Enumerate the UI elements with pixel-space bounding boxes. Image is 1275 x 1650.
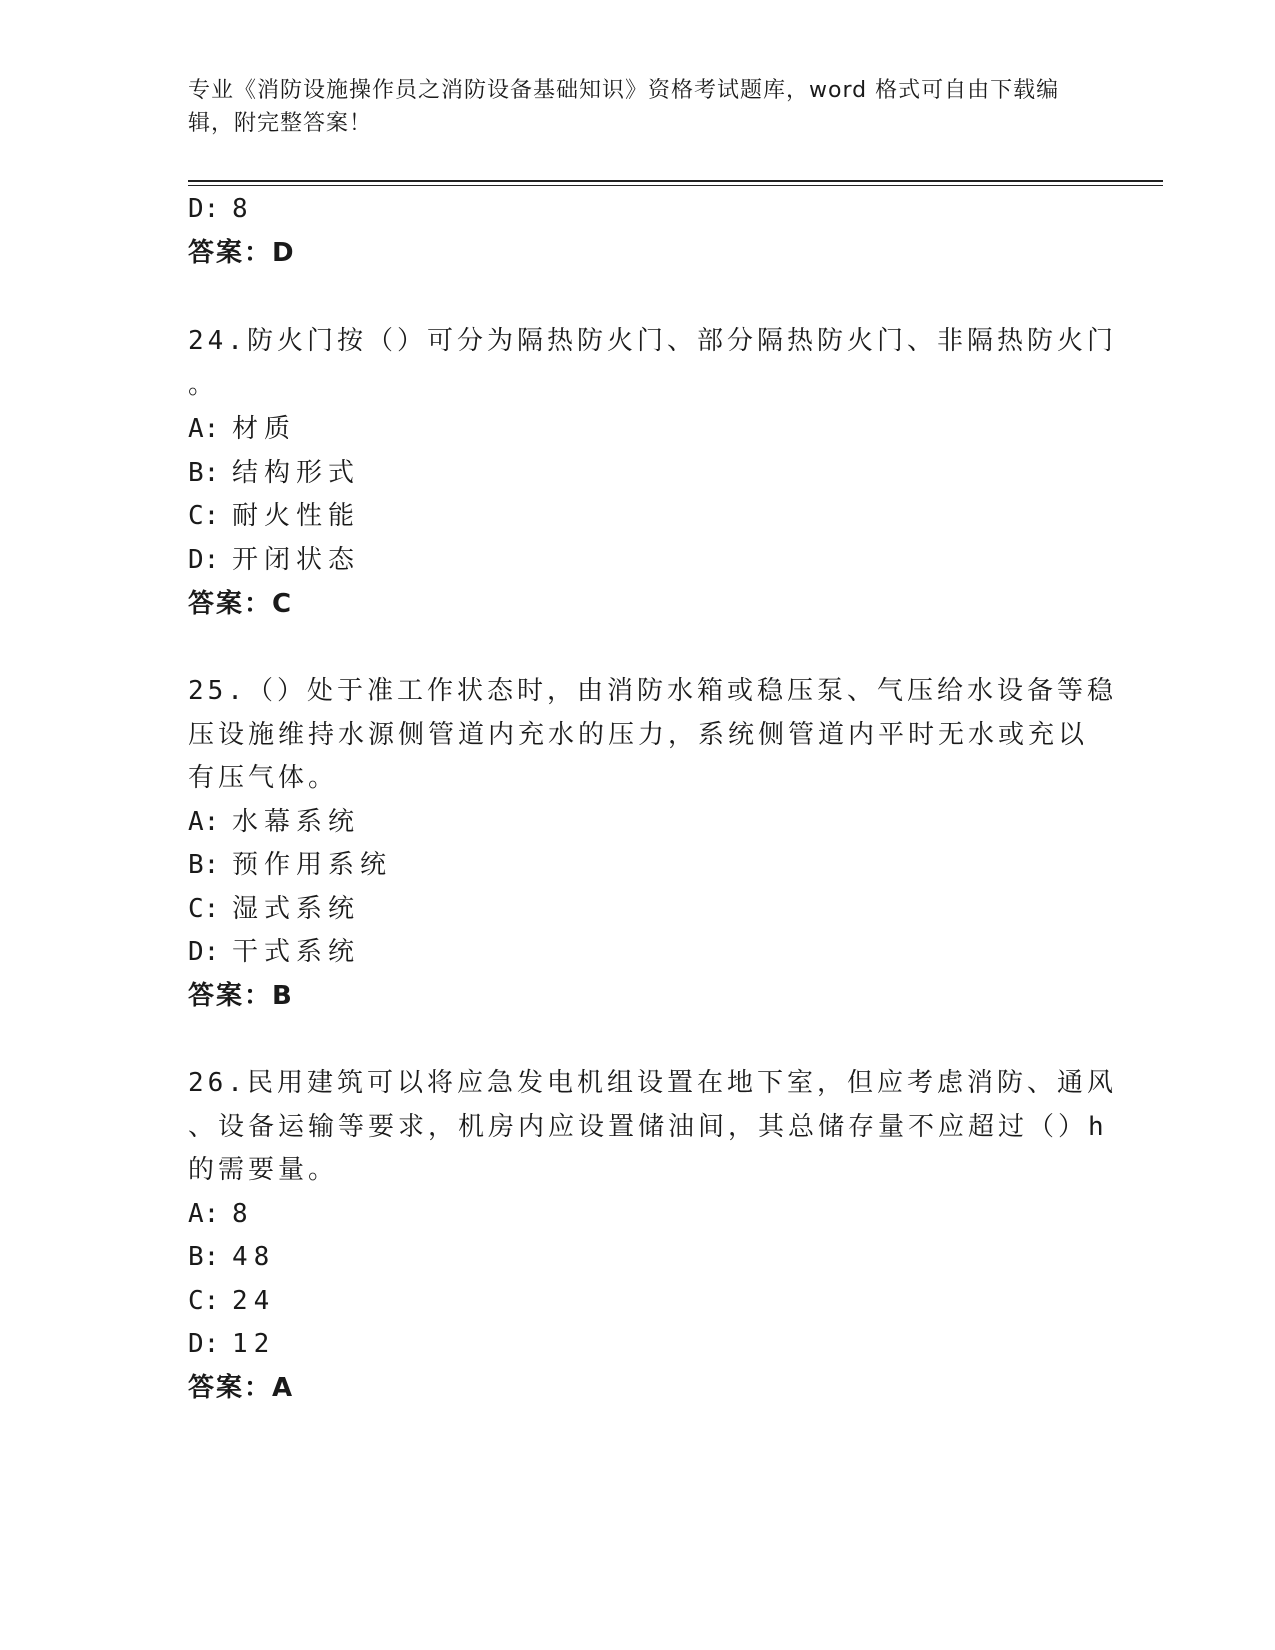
option-letter: D:: [188, 1329, 220, 1359]
option-letter: D:: [188, 194, 220, 224]
option-text: 水幕系统: [232, 807, 361, 837]
option-letter: A:: [188, 1199, 220, 1229]
option-letter: A:: [188, 414, 220, 444]
option-text: 48: [232, 1242, 276, 1272]
option-text: 开闭状态: [232, 545, 361, 575]
q26-stem-line-1: 26.民用建筑可以将应急发电机组设置在地下室，但应考虑消防、通风: [188, 1068, 1117, 1098]
q26-stem-line-2: 、设备运输等要求，机房内应设置储油间，其总储存量不应超过（）h: [188, 1112, 1108, 1142]
q24-option-a: [188, 412, 296, 446]
prev-option-d: [188, 192, 254, 226]
option-letter: D:: [188, 937, 220, 967]
q25-option-c: [188, 892, 360, 926]
option-text: 12: [232, 1329, 276, 1359]
q24-option-d: [188, 543, 360, 577]
q25-stem-line-2: 压设施维持水源侧管道内充水的压力，系统侧管道内平时无水或充以: [188, 720, 1089, 750]
option-letter: D:: [188, 545, 220, 575]
q25-option-a: [188, 805, 360, 839]
q25-stem-line-3: 有压气体。: [188, 763, 339, 793]
q26-option-d: [188, 1327, 275, 1361]
option-letter: C:: [188, 501, 220, 531]
q26-option-a: [188, 1197, 254, 1231]
option-text: 湿式系统: [232, 894, 361, 924]
q25-answer: 答案：B: [188, 981, 294, 1011]
option-letter: B:: [188, 1242, 220, 1272]
header-rule-thick: [188, 180, 1163, 182]
q24-stem-line-1: 24.防火门按（）可分为隔热防火门、部分隔热防火门、非隔热防火门: [188, 326, 1117, 356]
q26-answer: 答案：A: [188, 1373, 295, 1403]
option-letter: B:: [188, 458, 220, 488]
q25-stem-line-1: 25.（）处于准工作状态时，由消防水箱或稳压泵、气压给水设备等稳: [188, 676, 1117, 706]
q25-option-b: [188, 848, 392, 882]
option-text: 预作用系统: [232, 850, 393, 880]
option-text: 24: [232, 1286, 276, 1316]
q24-stem-line-2: 。: [188, 370, 219, 400]
q24-option-b: [188, 456, 360, 490]
option-text: 干式系统: [232, 937, 361, 967]
option-letter: B:: [188, 850, 220, 880]
q26-option-c: [188, 1284, 275, 1318]
option-text: 材质: [232, 414, 297, 444]
q25-option-d: [188, 935, 360, 969]
option-text: 8: [232, 194, 254, 224]
option-letter: A:: [188, 807, 220, 837]
option-text: 结构形式: [232, 458, 361, 488]
prev-answer: 答案：D: [188, 238, 296, 268]
q26-stem-line-3: 的需要量。: [188, 1155, 339, 1185]
document-header: 专业《消防设施操作员之消防设备基础知识》资格考试题库，word 格式可自由下载编辑，附完整答案！: [188, 78, 1060, 136]
option-letter: C:: [188, 1286, 220, 1316]
q26-option-b: [188, 1240, 275, 1274]
q24-answer: 答案：C: [188, 589, 294, 619]
option-letter: C:: [188, 894, 220, 924]
option-text: 8: [232, 1199, 254, 1229]
option-text: 耐火性能: [232, 501, 361, 531]
q24-option-c: [188, 499, 360, 533]
header-rule-thin: [188, 185, 1163, 186]
